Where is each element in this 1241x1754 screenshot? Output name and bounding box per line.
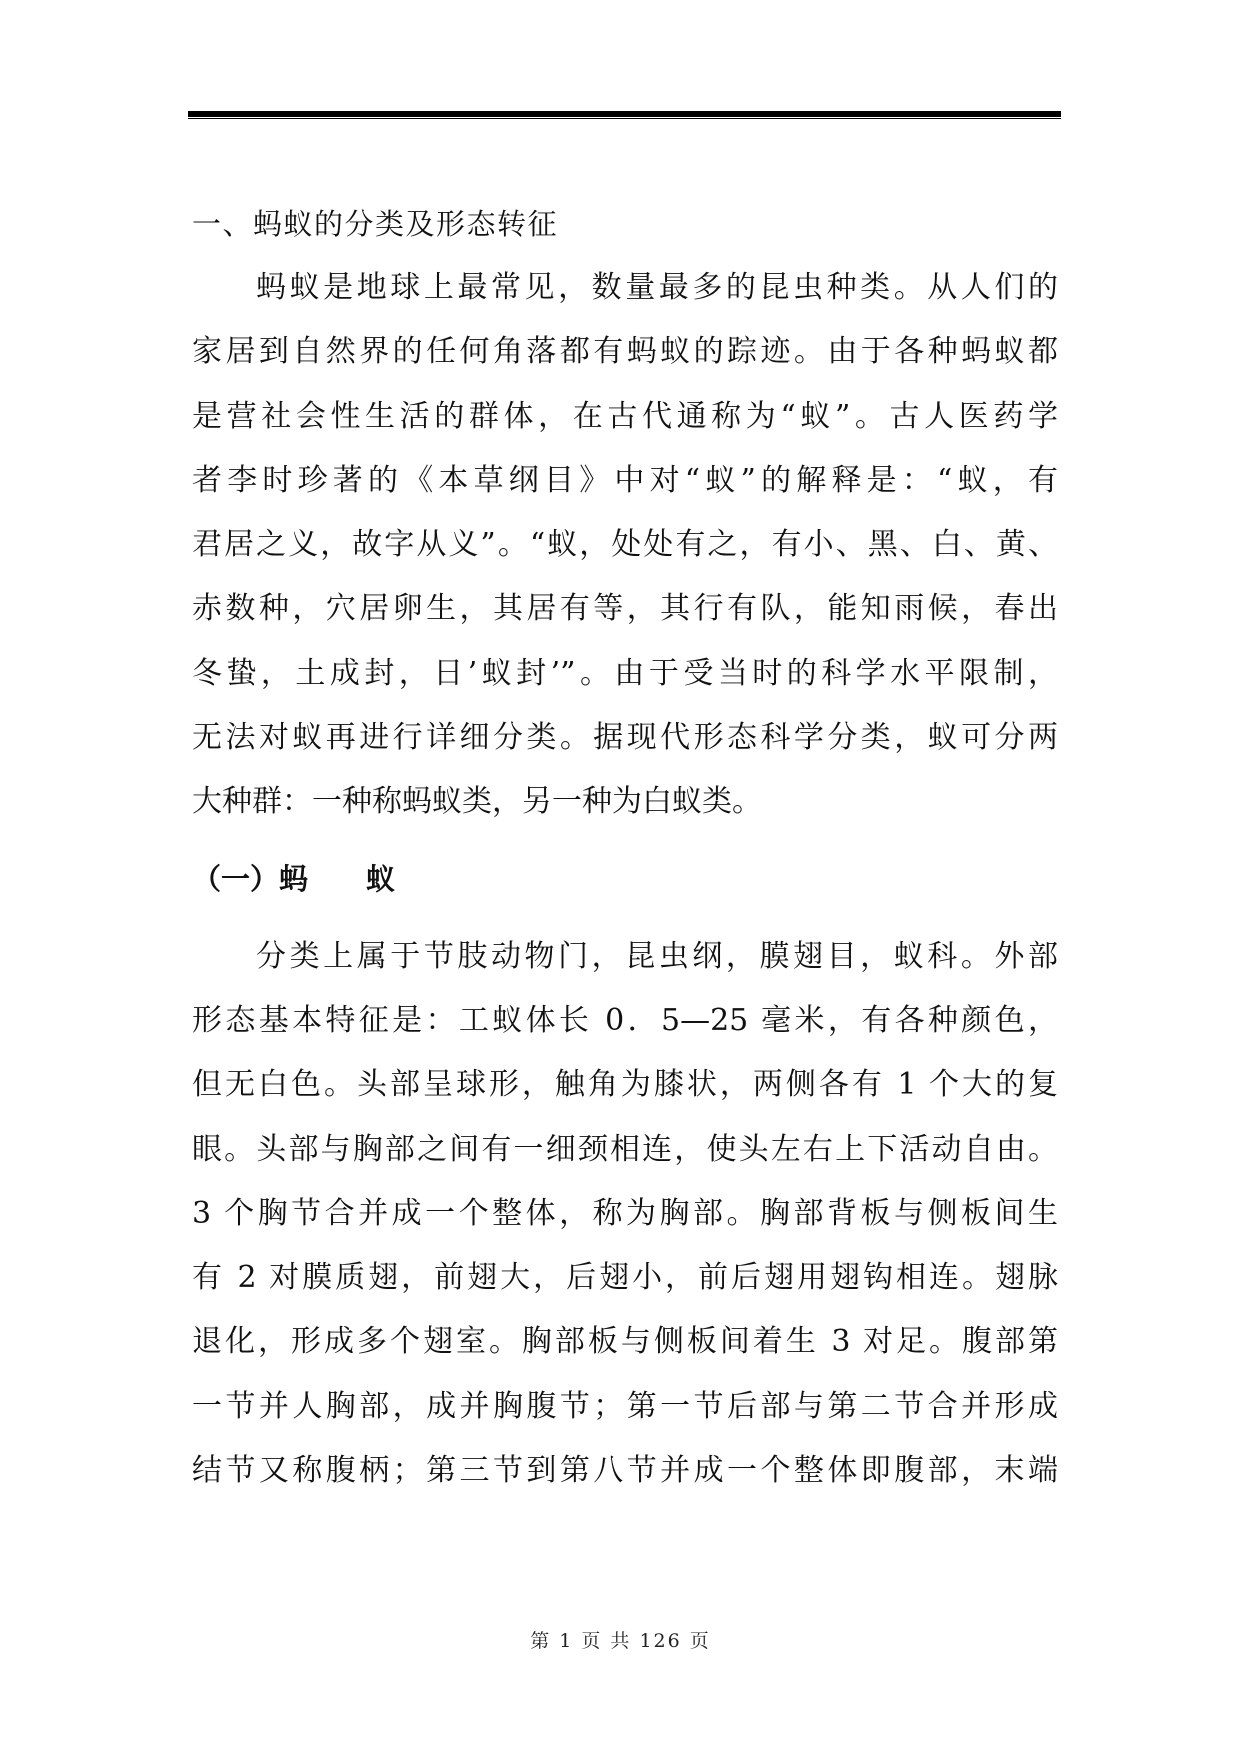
body-paragraph <box>192 925 1058 1504</box>
subsection-title-prefix: （一）蚂 <box>192 861 309 896</box>
paragraph-line: 一节并人胸部，成并胸腹节；第一节后部与第二节合并形成 <box>192 1388 1058 1424</box>
paragraph-line: 但无白色。头部呈球形，触角为膝状，两侧各有 1 个大的复 <box>192 1067 1058 1103</box>
paragraph-line: 形态基本特征是：工蚁体长 0．5—25 毫米，有各种颜色， <box>192 1002 1058 1038</box>
header-rule-thin <box>188 118 1061 119</box>
page-footer: 第 1 页 共 126 页 <box>530 1630 711 1652</box>
paragraph-line: 眼。头部与胸部之间有一细颈相连，使头左右上下活动自由。 <box>192 1131 1058 1167</box>
paragraph-line: 家居到自然界的任何角落都有蚂蚁的踪迹。由于各种蚂蚁都 <box>192 334 1058 370</box>
paragraph-line: 赤数种，穴居卵生，其居有等，其行有队，能知雨候，春出 <box>192 591 1058 627</box>
page-content <box>192 192 1058 1503</box>
subsection-title <box>192 839 1058 919</box>
intro-paragraph <box>192 256 1058 835</box>
paragraph-line: 分类上属于节肢动物门，昆虫纲，膜翅目，蚁科。外部 <box>256 938 1058 974</box>
paragraph-line: 君居之义，故字从义”。“蚁，处处有之，有小、黑、白、黄、 <box>192 527 1058 563</box>
paragraph-line: 有 2 对膜质翅，前翅大，后翅小，前后翅用翅钩相连。翅脉 <box>192 1260 1058 1296</box>
paragraph-line: 蚂蚁是地球上最常见，数量最多的昆虫种类。从人们的 <box>256 270 1058 305</box>
paragraph-line: 大种群：一种称蚂蚁类，另一种为白蚁类。 <box>192 784 762 820</box>
paragraph-line: 无法对蚁再进行详细分类。据现代形态科学分类，蚁可分两 <box>192 720 1058 756</box>
paragraph-line: 退化，形成多个翅室。胸部板与侧板间着生 3 对足。腹部第 <box>192 1324 1058 1360</box>
paragraph-line: 冬蛰，土成封，日’蚁封’”。由于受当时的科学水平限制， <box>192 655 1058 691</box>
paragraph-line: 是营社会性生活的群体，在古代通称为“蚁”。古人医药学 <box>192 398 1058 434</box>
paragraph-line: 者李时珍著的《本草纲目》中对“蚁”的解释是：“蚁，有 <box>192 462 1058 498</box>
paragraph-line: 3 个胸节合并成一个整体，称为胸部。胸部背板与侧板间生 <box>192 1195 1058 1231</box>
subsection-title-suffix: 蚁 <box>366 861 396 896</box>
section-title: 一、蚂蚁的分类及形态转征 <box>192 207 559 241</box>
header-rule-thick <box>188 111 1061 117</box>
paragraph-line: 结节又称腹柄；第三节到第八节并成一个整体即腹部，末端 <box>192 1453 1058 1489</box>
